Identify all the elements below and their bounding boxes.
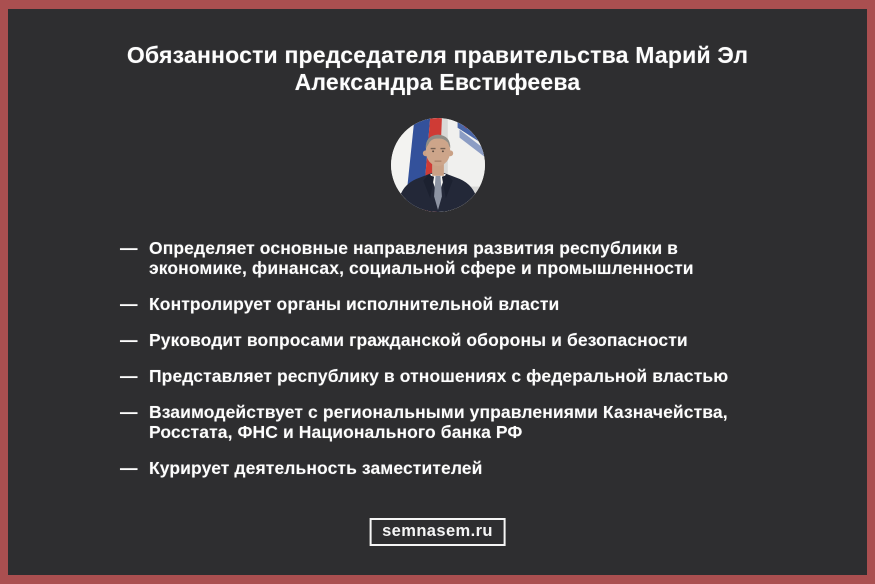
duty-item-2 xyxy=(120,294,770,314)
duty-text: Контролирует органы исполнительной власти xyxy=(149,294,560,314)
portrait-illustration xyxy=(391,118,485,212)
duty-bullet: — xyxy=(120,238,138,258)
watermark-box xyxy=(369,518,506,546)
duty-bullet: — xyxy=(120,458,138,478)
duty-text: Представляет республику в отношениях с федеральной властью xyxy=(149,366,729,386)
page-title-line-1: Обязанности председателя правительства Марий Эл xyxy=(126,42,749,68)
duty-item-1 xyxy=(120,238,770,278)
duties-list xyxy=(120,238,770,494)
duty-bullet: — xyxy=(120,330,138,350)
duty-text: Взаимодействует с региональными управлениями Казначейства, Росстата, ФНС и Национального банка РФ xyxy=(149,402,728,442)
watermark-text: semnasem.ru xyxy=(382,522,493,540)
duty-text: Руководит вопросами гражданской обороны и безопасности xyxy=(149,330,688,350)
infographic-canvas xyxy=(8,9,867,575)
duty-bullet: — xyxy=(120,402,138,422)
duty-bullet: — xyxy=(120,366,138,386)
duty-bullet: — xyxy=(120,294,138,314)
duty-item-4 xyxy=(120,366,770,386)
page-title-line-2: Александра Евстифеева xyxy=(294,69,581,95)
duty-text: Курирует деятельность заместителей xyxy=(149,458,483,478)
duty-item-6 xyxy=(120,458,770,478)
duty-text: Определяет основные направления развития республики в экономике, финансах, социальной сфере и промышленности xyxy=(149,238,694,278)
duty-item-3 xyxy=(120,330,770,350)
duty-item-5 xyxy=(120,402,770,442)
page-title xyxy=(8,42,867,96)
portrait-photo xyxy=(391,118,485,212)
